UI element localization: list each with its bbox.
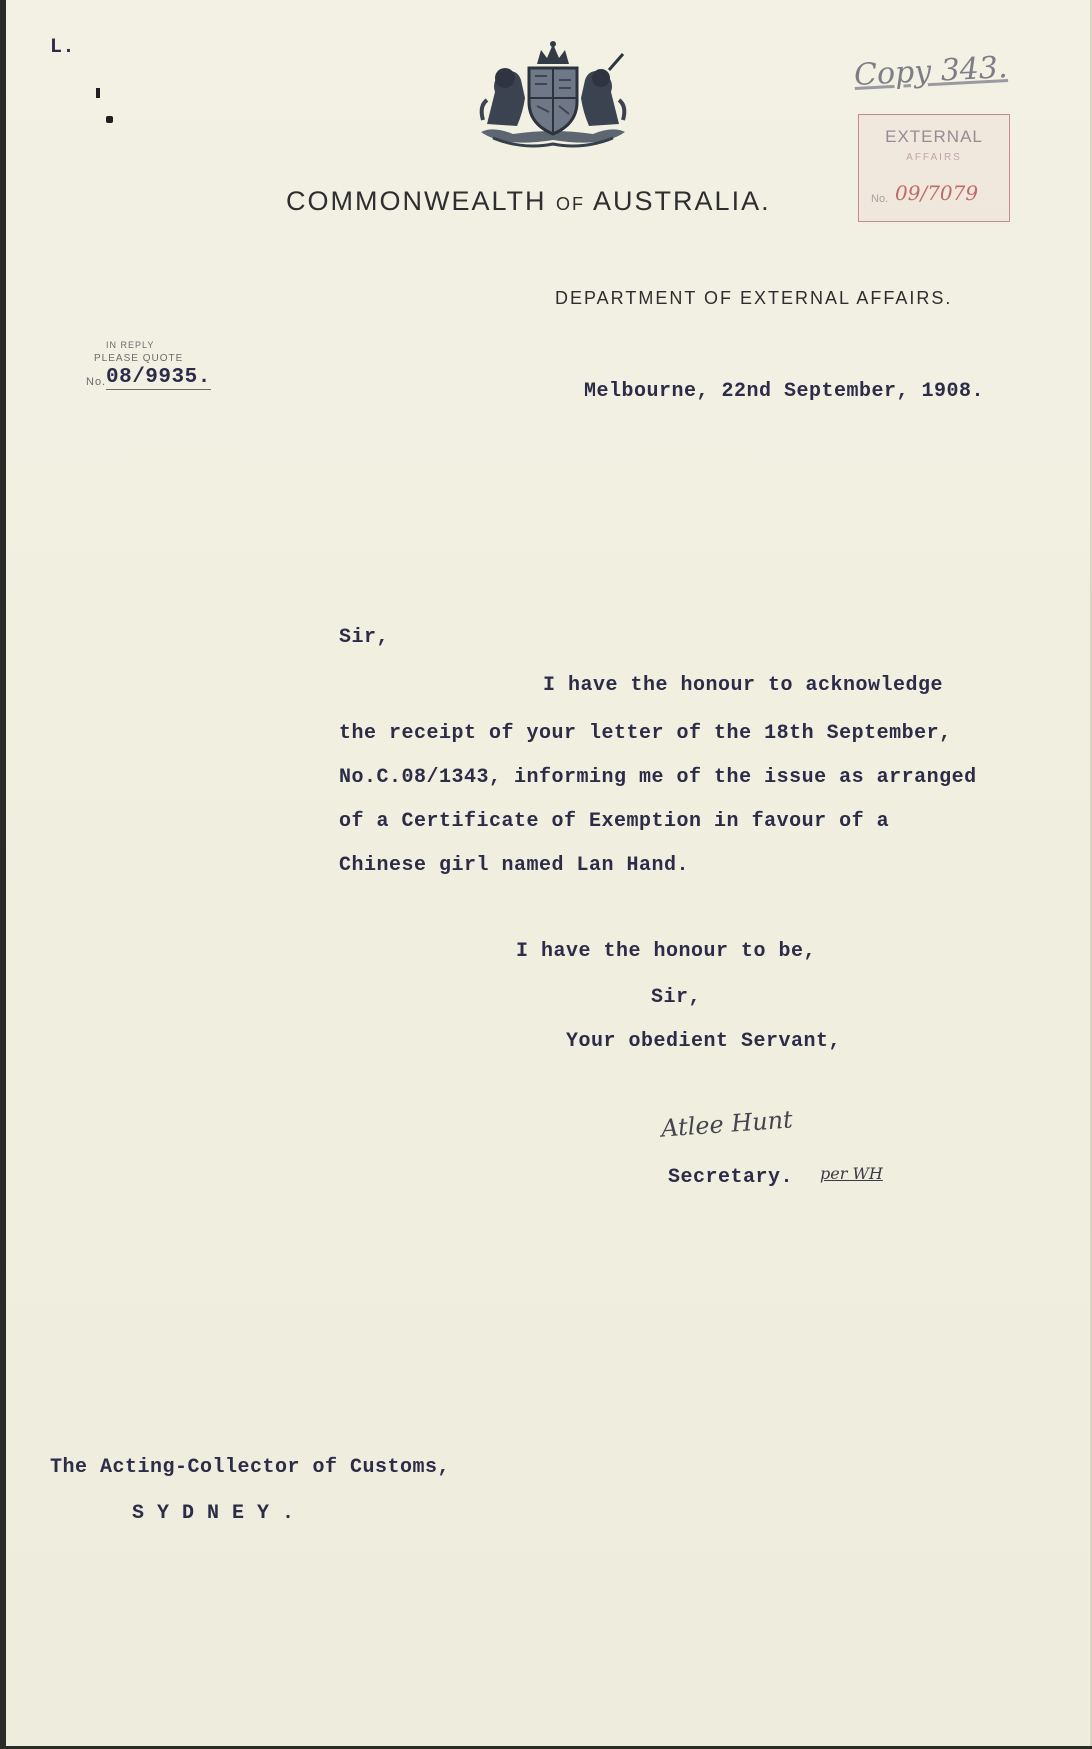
signature-initials: per WH [820,1164,883,1183]
letterhead-australia: AUSTRALIA. [593,186,771,216]
stamp-number: 09/7079 [895,181,979,205]
letterhead-title [286,186,771,217]
body-line-4: of a Certificate of Exemption in favour of a [339,810,890,833]
body-line-3: No.C.08/1343, informing me of the issue as arranged [339,766,977,789]
letterhead-commonwealth: COMMONWEALTH [286,186,547,216]
letter-page [6,0,1092,1746]
addressee-line-2: S Y D N E Y . [132,1502,295,1525]
signature-title: Secretary. [668,1166,794,1189]
place-date: Melbourne, 22nd September, 1908. [584,380,985,403]
coat-of-arms-icon [473,40,633,152]
department-name: DEPARTMENT OF EXTERNAL AFFAIRS. [555,288,953,308]
corner-mark: L. [50,36,76,59]
signature-name: Atlee Hunt [660,1105,794,1143]
body-line-2: the receipt of your letter of the 18th September, [339,722,952,745]
closing-line-1: I have the honour to be, [516,940,817,963]
body-line-5: Chinese girl named Lan Hand. [339,854,690,877]
reply-no-label: No. [86,376,107,388]
reply-line1: IN REPLY [106,340,155,350]
salutation: Sir, [339,626,390,649]
reply-line2: PLEASE QUOTE [94,353,184,364]
received-stamp [858,114,1010,222]
addressee-line-1: The Acting-Collector of Customs, [50,1456,451,1479]
stamp-no-label: No. [871,193,889,205]
closing-line-3: Your obedient Servant, [566,1030,842,1053]
body-line-1: I have the honour to acknowledge [543,674,944,697]
stamp-line2: AFFAIRS [906,152,962,163]
punch-mark [106,116,113,123]
stamp-line1: EXTERNAL [885,127,983,146]
handwritten-ref: Copy 343. [853,50,1009,93]
closing-line-2: Sir, [651,986,702,1009]
punch-mark [96,88,100,98]
reply-number: 08/9935. [106,366,211,389]
letterhead-of: OF [556,194,586,214]
